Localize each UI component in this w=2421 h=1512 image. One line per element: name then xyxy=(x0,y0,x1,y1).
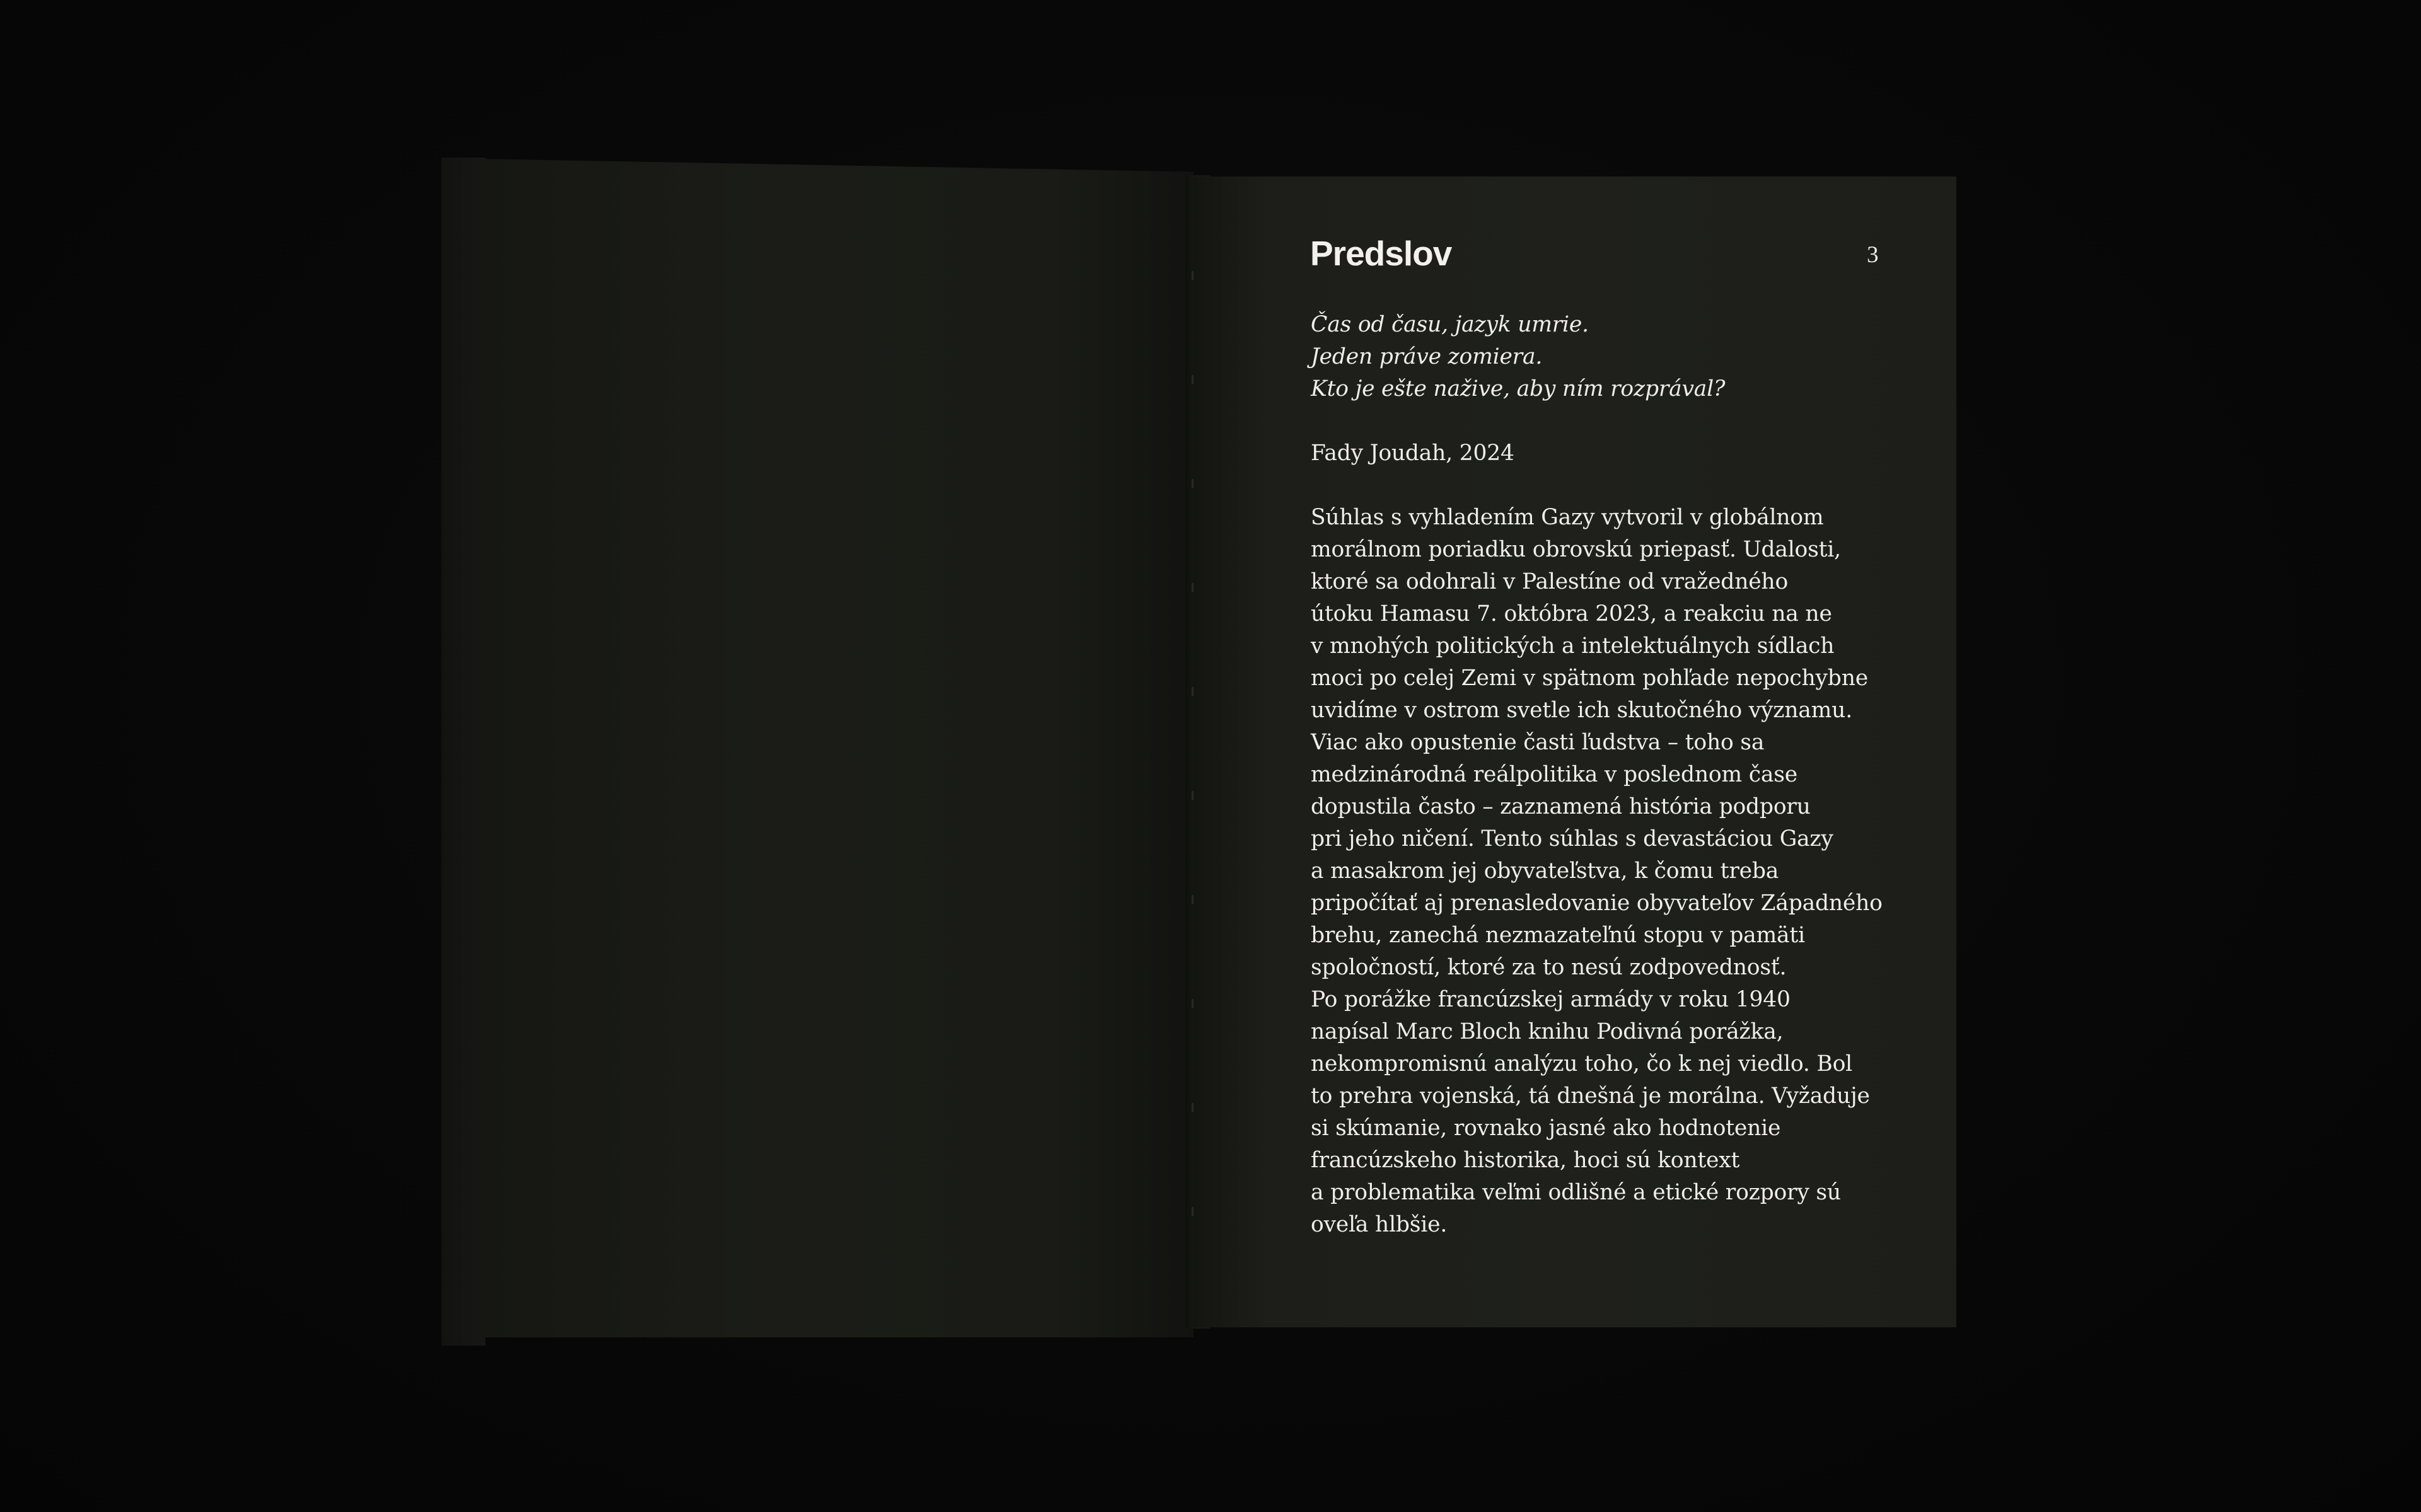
body-line: pri jeho ničení. Tento súhlas s devastáciou Gazy xyxy=(1311,826,1833,851)
body-line: spoločností, ktoré za to nesú zodpovednosť. xyxy=(1311,955,1787,980)
body-line: v mnohých politických a intelektuálnych sídlach xyxy=(1311,633,1835,659)
body-line: brehu, zanechá nezmazateľnú stopu v pamäti xyxy=(1311,923,1805,948)
body-line: francúzskeho historika, hoci sú kontext xyxy=(1311,1148,1740,1173)
body-line: morálnom poriadku obrovskú priepasť. Udalosti, xyxy=(1311,537,1841,562)
body-line: ktoré sa odohrali v Palestíne od vražedného xyxy=(1311,569,1789,594)
body-line: Súhlas s vyhladením Gazy vytvoril v globálnom xyxy=(1311,505,1824,530)
text-block xyxy=(1311,309,1916,1241)
body-line: napísal Marc Bloch knihu Podivná porážka, xyxy=(1311,1019,1784,1044)
right-page xyxy=(1193,176,1956,1327)
body-line: medzinárodná reálpolitika v poslednom čase xyxy=(1311,762,1797,787)
body-line: to prehra vojenská, tá dnešná je morálna. Vyžaduje xyxy=(1311,1083,1870,1109)
page-number: 3 xyxy=(1867,242,1879,268)
epigraph-attribution: Fady Joudah, 2024 xyxy=(1311,441,1514,466)
body-line: pripočítať aj prenasledovanie obyvateľov Západného xyxy=(1311,891,1883,916)
body-line: dopustila často – zaznamená história podporu xyxy=(1311,794,1811,819)
epigraph xyxy=(1311,309,1916,405)
body-line: Po porážke francúzskej armády v roku 1940 xyxy=(1311,987,1791,1012)
body-paragraph xyxy=(1311,502,1916,1241)
body-line: moci po celej Zemi v spätnom pohľade nepochybne xyxy=(1311,666,1868,691)
body-line: uvidíme v ostrom svetle ich skutočného významu. xyxy=(1311,698,1852,723)
body-line: oveľa hlbšie. xyxy=(1311,1212,1448,1237)
epigraph-line: Kto je ešte nažive, aby ním rozprával? xyxy=(1311,376,1726,401)
page-title: Predslov xyxy=(1310,234,1452,273)
body-line: útoku Hamasu 7. októbra 2023, a reakciu na ne xyxy=(1311,601,1832,626)
body-line: si skúmanie, rovnako jasné ako hodnotenie xyxy=(1311,1116,1781,1141)
left-page-blank xyxy=(478,159,1193,1337)
epigraph-line: Jeden práve zomiera. xyxy=(1311,344,1543,369)
open-book xyxy=(441,158,1961,1346)
body-line: Viac ako opustenie časti ľudstva – toho sa xyxy=(1311,730,1765,755)
epigraph-line: Čas od času, jazyk umrie. xyxy=(1311,312,1589,337)
body-line: nekompromisnú analýzu toho, čo k nej viedlo. Bol xyxy=(1311,1051,1852,1076)
body-line: a problematika veľmi odlišné a etické rozpory sú xyxy=(1311,1180,1841,1205)
body-line: a masakrom jej obyvateľstva, k čomu treba xyxy=(1311,858,1779,884)
